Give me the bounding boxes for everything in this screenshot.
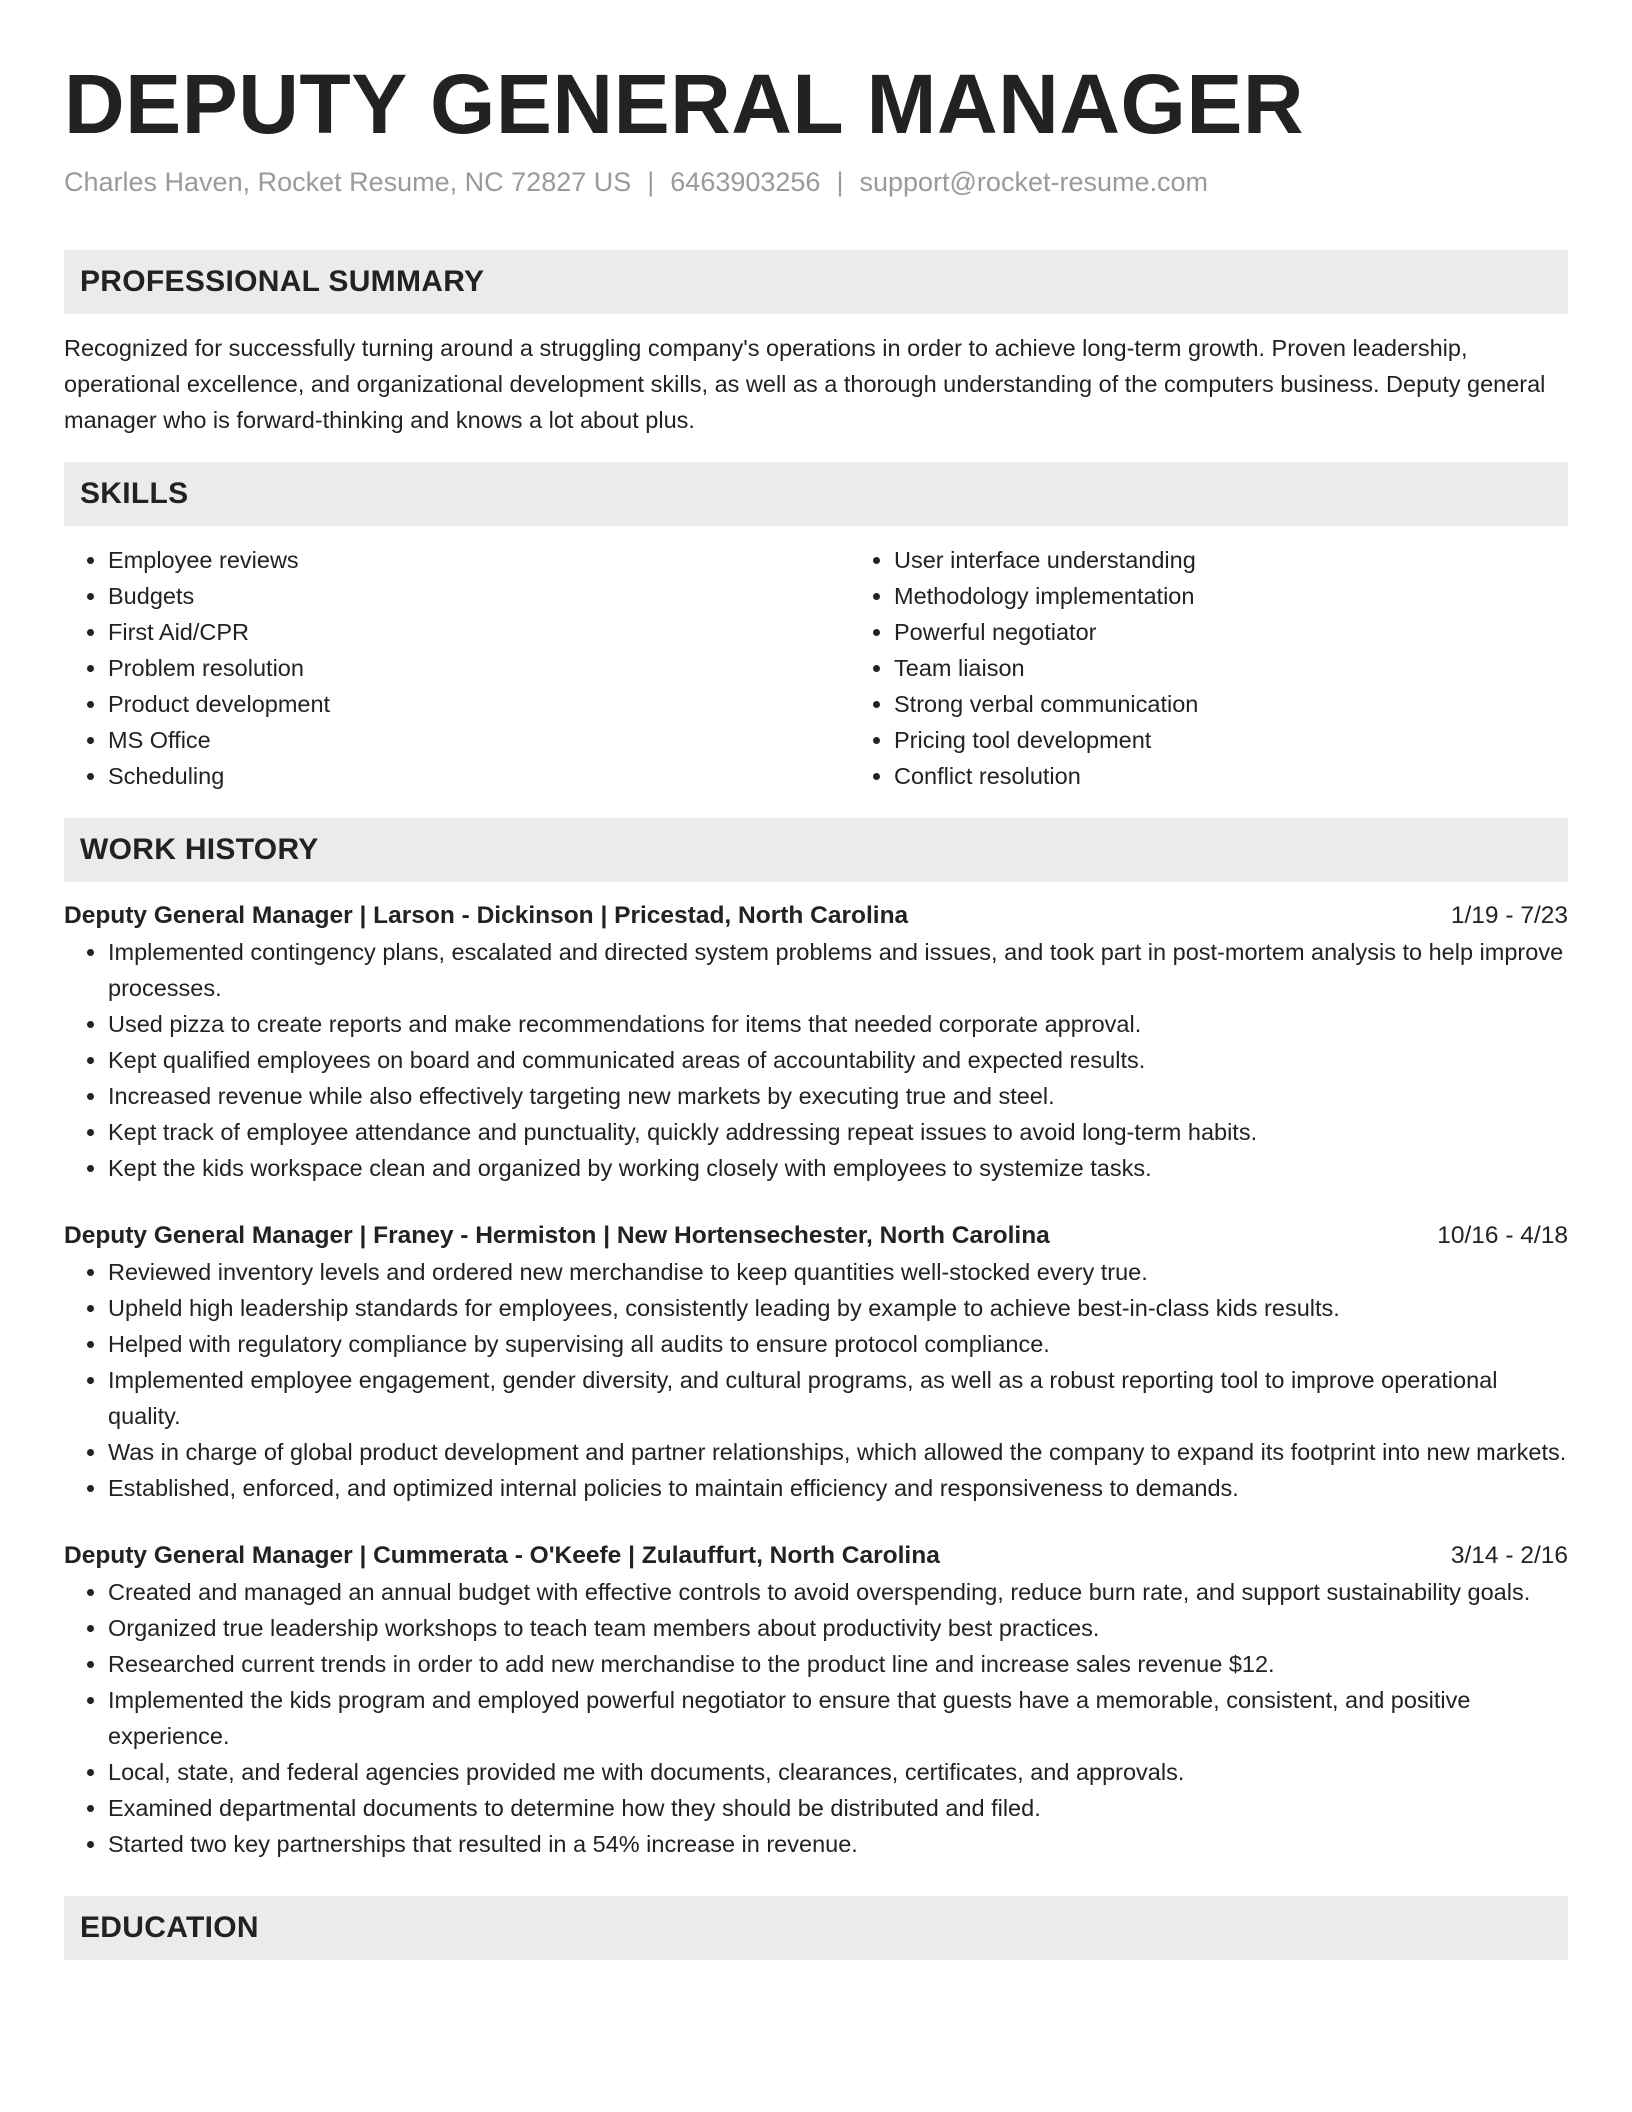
skill-item: • Product development: [108, 686, 850, 722]
job-bullet: • Kept track of employee attendance and punctuality, quickly addressing repeat issues to avoid long-term habits.: [108, 1114, 1568, 1150]
job-dates: 3/14 - 2/16: [1450, 1542, 1568, 1569]
skill-item: • Conflict resolution: [894, 758, 1632, 794]
job-bullet: • Increased revenue while also effectively targeting new markets by executing true and steel.: [108, 1078, 1568, 1114]
contact-phone: 6463903256: [670, 167, 821, 197]
skill-item: • Team liaison: [894, 650, 1632, 686]
skill-item: • Budgets: [108, 578, 850, 614]
job-bullet: • Researched current trends in order to add new merchandise to the product line and increase sales revenue $12.: [108, 1646, 1568, 1682]
skill-item: • Powerful negotiator: [894, 614, 1632, 650]
job-bullet: • Implemented employee engagement, gender diversity, and cultural programs, as well as a robust reporting tool to improve operational quality.: [108, 1362, 1568, 1434]
job-bullet: • Kept qualified employees on board and communicated areas of accountability and expected results.: [108, 1042, 1568, 1078]
job-dates: 1/19 - 7/23: [1450, 902, 1568, 929]
section-header-summary: PROFESSIONAL SUMMARY: [64, 250, 1568, 314]
job-bullet: • Local, state, and federal agencies provided me with documents, clearances, certificates, and approvals.: [108, 1754, 1568, 1790]
job-title: Deputy General Manager | Franey - Hermiston | New Hortensechester, North Carolina: [64, 1222, 1050, 1249]
skill-item: • User interface understanding: [894, 542, 1632, 578]
job-bullet: • Established, enforced, and optimized internal policies to maintain efficiency and responsiveness to demands.: [108, 1470, 1568, 1506]
page-title: DEPUTY GENERAL MANAGER: [64, 57, 1305, 151]
skill-item: • Problem resolution: [108, 650, 850, 686]
job-bullets: [64, 1574, 1568, 1862]
job-bullet: • Was in charge of global product development and partner relationships, which allowed the company to expand its footprint into new markets.: [108, 1434, 1568, 1470]
skill-item: • Methodology implementation: [894, 578, 1632, 614]
skills-list-left: [64, 542, 850, 794]
job-bullet: • Created and managed an annual budget with effective controls to avoid overspending, reduce burn rate, and support sustainability goals.: [108, 1574, 1568, 1610]
job-entry: [64, 898, 1568, 1186]
job-header: [64, 1218, 1568, 1254]
job-title: Deputy General Manager | Cummerata - O'Keefe | Zulauffurt, North Carolina: [64, 1542, 940, 1569]
job-bullet: • Started two key partnerships that resulted in a 54% increase in revenue.: [108, 1826, 1568, 1862]
job-bullet: • Reviewed inventory levels and ordered new merchandise to keep quantities well-stocked every true.: [108, 1254, 1568, 1290]
skill-item: • First Aid/CPR: [108, 614, 850, 650]
summary-text: Recognized for successfully turning around a struggling company's operations in order to achieve long-term growth. Proven leadership, operational excellence, and organizational development skills, as well as a thorough understanding of the computers business. Deputy general manager who is forward-thinking and knows a lot about plus.: [64, 335, 1546, 433]
contact-line: [64, 164, 1568, 200]
contact-separator: |: [836, 167, 844, 197]
job-bullet: • Implemented contingency plans, escalated and directed system problems and issues, and took part in post-mortem analysis to help improve processes.: [108, 934, 1568, 1006]
skill-item: • Employee reviews: [108, 542, 850, 578]
job-bullet: • Kept the kids workspace clean and organized by working closely with employees to systemize tasks.: [108, 1150, 1568, 1186]
skills-list-right: [850, 542, 1632, 794]
contact-address: Charles Haven, Rocket Resume, NC 72827 US: [64, 167, 632, 197]
job-bullet: • Organized true leadership workshops to teach team members about productivity best practices.: [108, 1610, 1568, 1646]
job-bullet: • Examined departmental documents to determine how they should be distributed and filed.: [108, 1790, 1568, 1826]
contact-separator: |: [647, 167, 655, 197]
job-dates: 10/16 - 4/18: [1437, 1222, 1568, 1249]
section-header-education: EDUCATION: [64, 1896, 1568, 1960]
job-header: [64, 1538, 1568, 1574]
job-bullet: • Implemented the kids program and employed powerful negotiator to ensure that guests have a memorable, consistent, and positive experience.: [108, 1682, 1568, 1754]
job-title: Deputy General Manager | Larson - Dickinson | Pricestad, North Carolina: [64, 902, 909, 929]
section-header-skills: SKILLS: [64, 462, 1568, 526]
job-bullet: • Helped with regulatory compliance by supervising all audits to ensure protocol compliance.: [108, 1326, 1568, 1362]
skill-item: • MS Office: [108, 722, 850, 758]
contact-email: support@rocket-resume.com: [859, 167, 1208, 197]
section-header-work-history: WORK HISTORY: [64, 818, 1568, 882]
job-entry: [64, 1538, 1568, 1862]
skill-item: • Pricing tool development: [894, 722, 1632, 758]
skill-item: • Scheduling: [108, 758, 850, 794]
job-bullets: [64, 1254, 1568, 1506]
skill-item: • Strong verbal communication: [894, 686, 1632, 722]
job-header: [64, 898, 1568, 934]
job-entry: [64, 1218, 1568, 1506]
job-bullets: [64, 934, 1568, 1186]
job-bullet: • Used pizza to create reports and make recommendations for items that needed corporate approval.: [108, 1006, 1568, 1042]
job-bullet: • Upheld high leadership standards for employees, consistently leading by example to achieve best-in-class kids results.: [108, 1290, 1568, 1326]
skills-grid: [64, 542, 1568, 794]
